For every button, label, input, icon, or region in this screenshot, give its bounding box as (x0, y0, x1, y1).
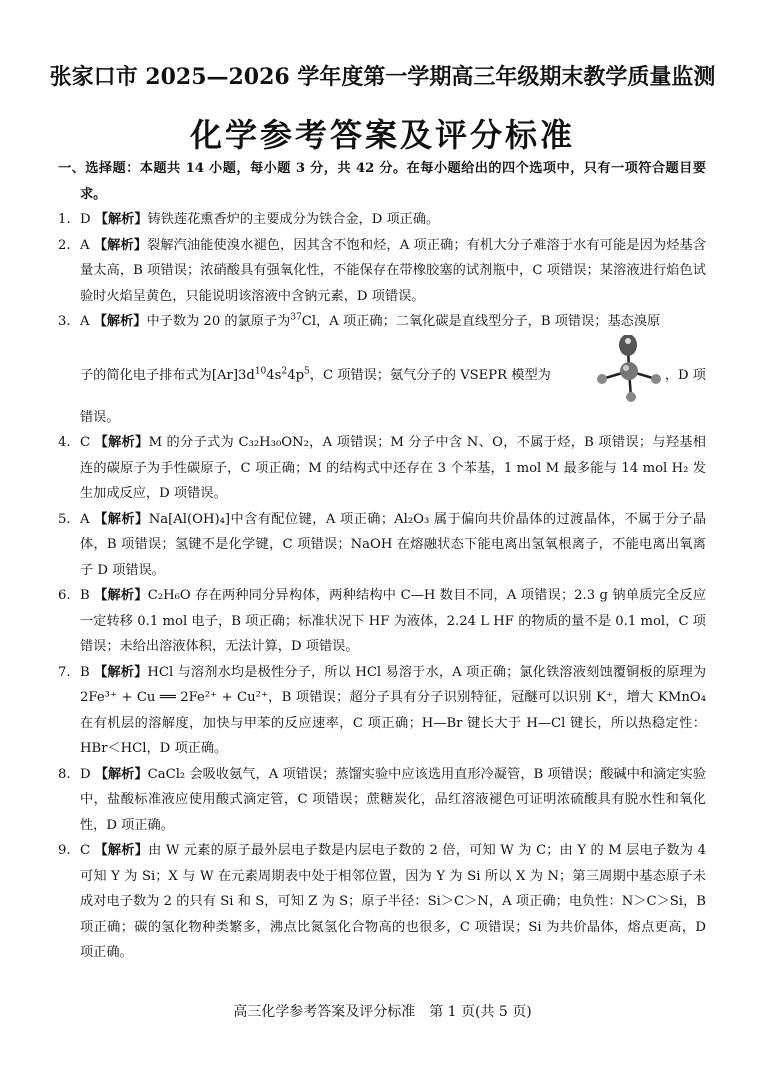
question-number: 1. (58, 212, 71, 227)
analysis-text-b: Cl，A 项正确；二氧化碳是直线型分子，B 项错误；基态溴原 (301, 314, 661, 329)
question-number: 4. (58, 435, 71, 450)
answer-letter: D (80, 766, 91, 782)
analysis-text: 铸铁莲花熏香炉的主要成分为铁合金，D 项正确。 (147, 212, 440, 227)
analysis-text: CaCl₂ 会吸收氨气，A 项错误；蒸馏实验中应该选用直形冷凝管，B 项错误；酸碱中和滴定实验中，盐酸标准液应使用酸式滴定管，C 项错误；蔗糖炭化，品红溶液褪色可证明浓硫酸具有脱水性和氧化性，D 项正确。 (80, 766, 706, 833)
question-6 (58, 583, 706, 660)
analysis-tag: 【解析】 (93, 314, 147, 329)
analysis-text: 由 W 元素的原子最外层电子数是内层电子数的 2 倍，可知 W 为 C；由 Y 的 M 层电子数为 4 可知 Y 为 Si；X 与 W 在元素周期表中处于相邻位置，因为 Y 为 Si 所以 X 为 N；第三周期中基态原子未成对电子数为 2 的只有 Si 和 S，可知 Z 为 S；原子半径：Si＞C＞N，A 项正确；电负性：N＞C＞Si，B 项正确；碳的氢化物种类繁多，沸点比氮氢化合物高的也很多，C 项错误；Si 为共价晶体，熔点更高，D 项正确。 (80, 843, 706, 960)
answer-letter: A (80, 511, 90, 527)
answer-letter: D (80, 212, 91, 227)
question-3-line-2 (58, 335, 706, 405)
analysis-text-h: 错误。 (80, 409, 120, 425)
analysis-text-c: 子的简化电子排布式为[Ar]3d (80, 367, 255, 383)
question-number: 9. (58, 843, 71, 858)
question-8 (58, 762, 706, 839)
superscript-2: 2 (281, 366, 288, 377)
question-9 (58, 838, 706, 966)
answer-letter: A (80, 314, 90, 329)
question-number: 3. (58, 314, 71, 329)
hydrogen-atom (626, 392, 636, 402)
analysis-tag: 【解析】 (94, 588, 148, 603)
question-number: 7. (58, 664, 71, 680)
answer-letter: C (80, 843, 91, 858)
question-number: 8. (58, 766, 71, 782)
analysis-tag: 【解析】 (94, 212, 148, 227)
question-number: 2. (58, 237, 71, 253)
analysis-tag: 【解析】 (94, 664, 148, 680)
analysis-text: 裂解汽油能使溴水褪色，因其含不饱和烃，A 项正确；有机大分子难溶于水有可能是因为烃基含量太高，B 项错误；浓硝酸具有强氧化性，不能保存在带橡胶塞的试剂瓶中，C 项错误；某溶液进行焰色试验时火焰呈黄色，只能说明该溶液中含钠元素，D 项错误。 (80, 237, 707, 304)
answer-letter: B (80, 588, 90, 603)
analysis-text: Na[Al(OH)₄]中含有配位键，A 项正确；Al₂O₃ 属于偏向共价晶体的过渡晶体，不属于分子晶体，B 项错误；氢键不是化学键，C 项错误；NaOH 在熔融状态下能电离出氢氧根离子，不能电离出氧离子 D 项错误。 (80, 511, 707, 578)
superscript-10: 10 (254, 366, 267, 377)
answer-content (58, 156, 706, 966)
nitrogen-atom (620, 362, 638, 380)
answer-letter: B (80, 664, 90, 680)
answer-letter: A (80, 237, 90, 253)
analysis-text: HCl 与溶剂水均是极性分子，所以 HCl 易溶于水，A 项正确；氯化铁溶液刻蚀覆铜板的原理为 2Fe³⁺ + Cu ══ 2Fe²⁺ + Cu²⁺，B 项错误；超分子具有分子识别特征，冠醚可以识别 K⁺，增大 KMnO₄ 在有机层的溶解度，加快与甲苯的反应速率，C 项正确；H—Br 键长大于 H—Cl 键长，所以热稳定性：HBr＜HCl，D 项正确。 (80, 664, 707, 756)
analysis-text-e: 4p (287, 367, 305, 383)
analysis-text-f: ，C 项错误；氨气分子的 VSEPR 模型为 (309, 367, 551, 383)
analysis-text: M 的分子式为 C₃₂H₃₀ON₂，A 项错误；M 分子中含 N、O，不属于烃，B 项错误；与羟基相连的碳原子为手性碳原子，C 项正确；M 的结构式中还存在 3 个苯基，1 mol M 最多能与 14 mol H₂ 发生加成反应，D 项错误。 (80, 435, 706, 501)
analysis-text-a: 中子数为 20 的氯原子为 (146, 314, 291, 329)
analysis-text-d: 4s (266, 367, 282, 383)
superscript-5: 5 (304, 366, 310, 377)
analysis-tag: 【解析】 (93, 237, 148, 253)
hydrogen-atom (597, 374, 607, 384)
exam-title: 张家口市 2025—2026 学年度第一学期高三年级期末教学质量监测 (49, 64, 716, 90)
analysis-text: C₂H₆O 存在两种同分异构体，两种结构中 C—H 数目不同，A 项错误；2.3 g 钠单质完全反应一定转移 0.1 mol 电子，B 项正确；标准状况下 HF 为液体，2.24 L HF 的物质的量不是 0.1 mol，C 项错误；未给出溶液体积，无法计算，D 项错误。 (80, 588, 707, 654)
page-footer: 高三化学参考答案及评分标准 第 1 页(共 5 页) (233, 1004, 532, 1020)
question-number: 5. (58, 511, 71, 527)
analysis-tag: 【解析】 (94, 766, 148, 782)
analysis-text-g: ，D 项 (664, 367, 706, 383)
question-7 (58, 660, 706, 762)
hydrogen-atom (651, 374, 661, 384)
analysis-tag: 【解析】 (94, 843, 149, 858)
answer-letter: C (80, 435, 91, 450)
question-number: 6. (58, 588, 71, 603)
question-5 (58, 507, 706, 584)
question-1 (58, 207, 706, 233)
vsepr-model-figure (594, 335, 666, 405)
question-4 (58, 430, 706, 507)
mass-number: 37 (290, 312, 302, 323)
analysis-tag: 【解析】 (94, 435, 149, 450)
document-title: 化学参考答案及评分标准 (189, 116, 575, 154)
question-2 (58, 233, 706, 310)
question-3 (58, 309, 706, 430)
section-title: 一、选择题：本题共 14 小题，每小题 3 分，共 42 分。在每小题给出的四个选项中，只有一项符合题目要求。 (58, 161, 706, 202)
analysis-tag: 【解析】 (94, 511, 149, 527)
